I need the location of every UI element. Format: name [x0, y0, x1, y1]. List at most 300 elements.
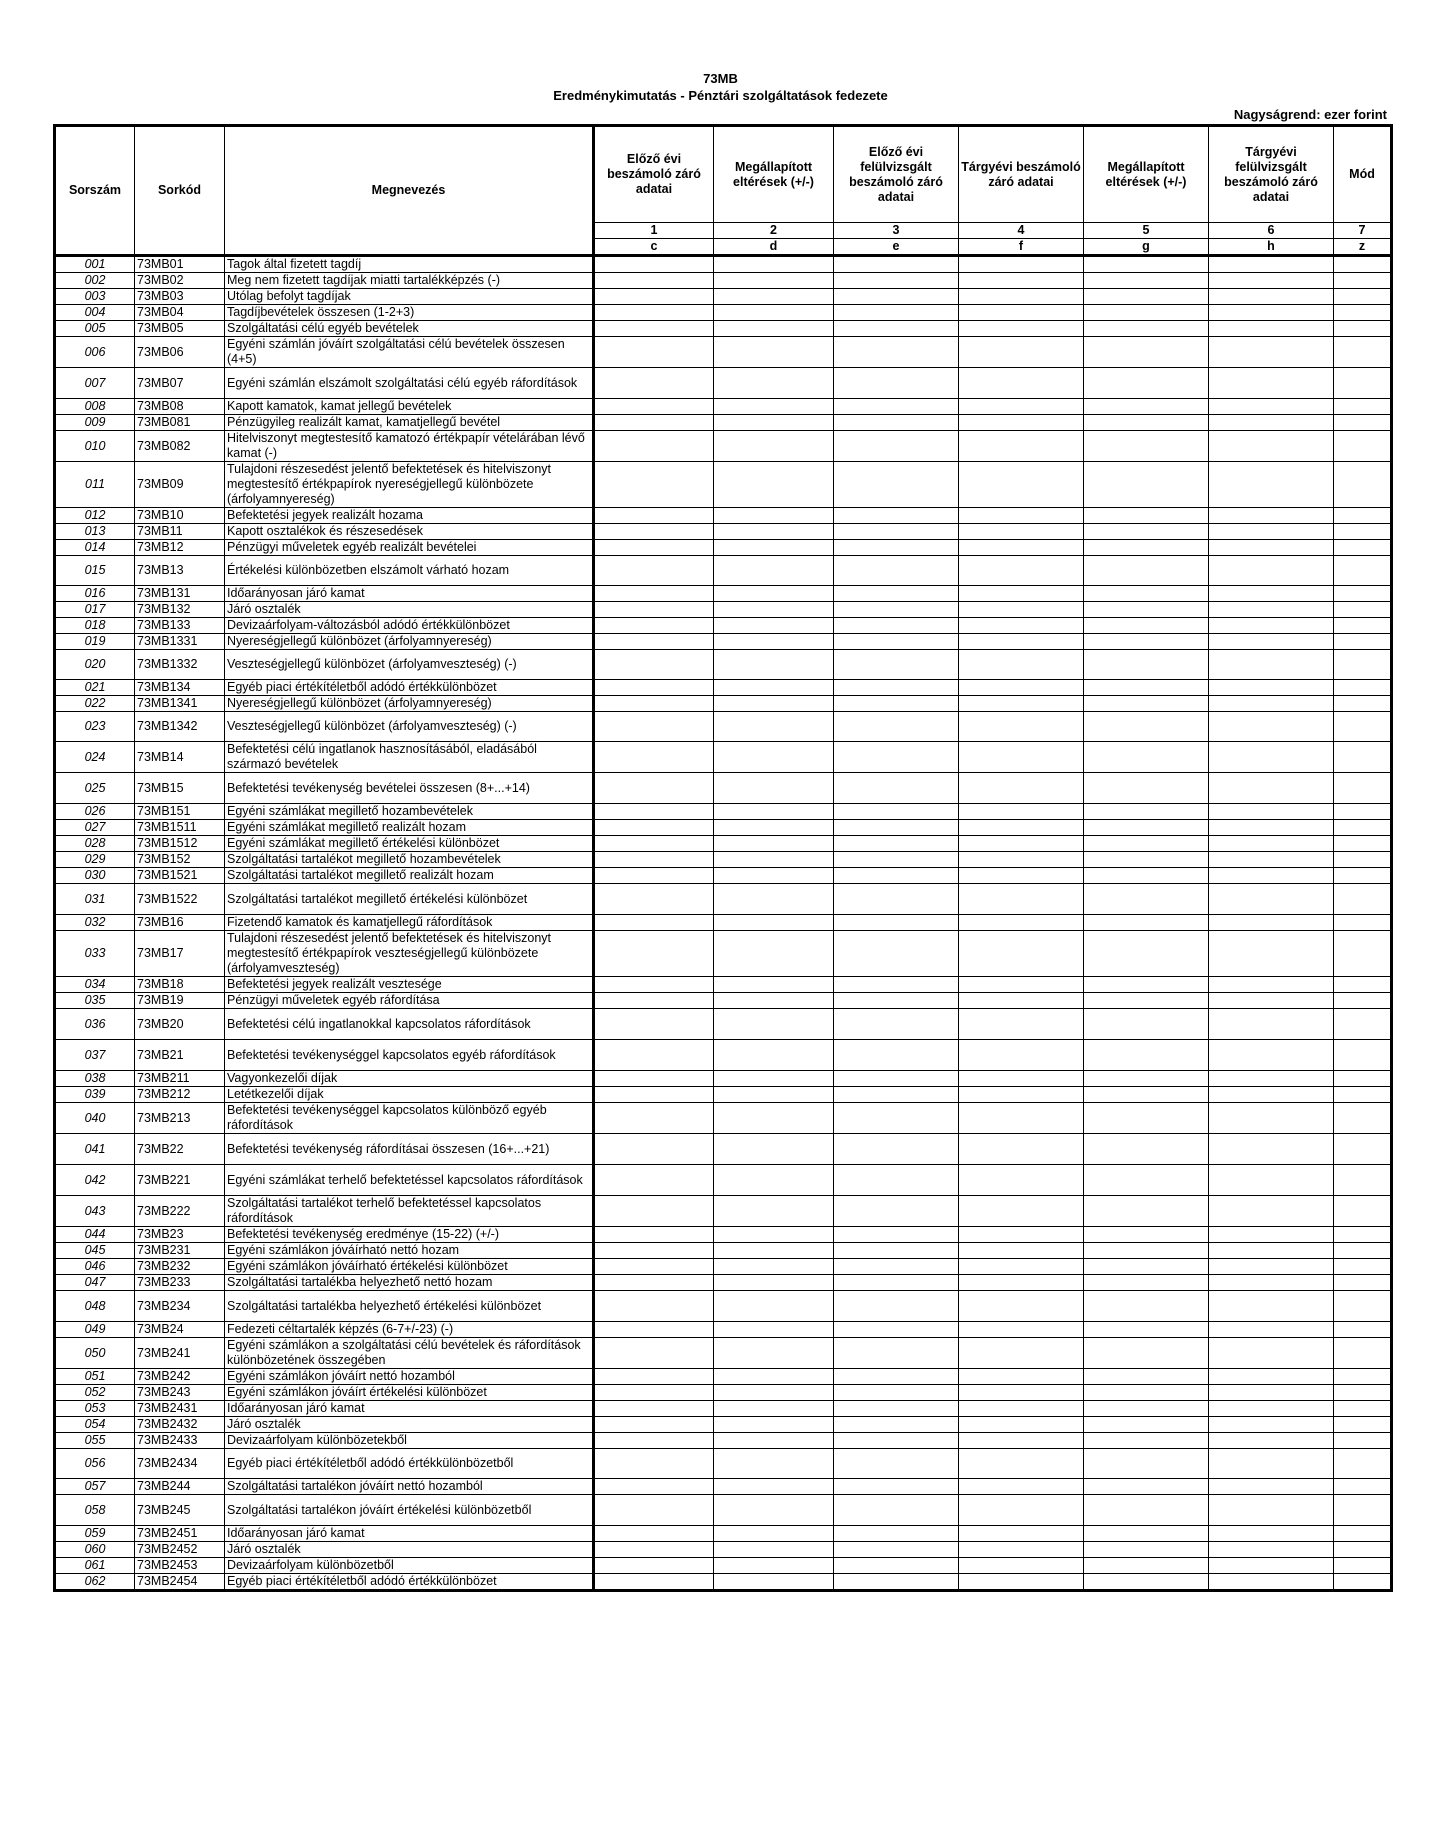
- value-cell[interactable]: [959, 1338, 1084, 1369]
- value-cell[interactable]: [714, 462, 834, 508]
- value-cell[interactable]: [1209, 773, 1334, 804]
- value-cell[interactable]: [714, 1338, 834, 1369]
- value-cell[interactable]: [594, 696, 714, 712]
- value-cell[interactable]: [594, 868, 714, 884]
- value-cell[interactable]: [714, 399, 834, 415]
- value-cell[interactable]: [714, 1417, 834, 1433]
- value-cell[interactable]: [834, 1417, 959, 1433]
- value-cell[interactable]: [714, 915, 834, 931]
- value-cell[interactable]: [594, 618, 714, 634]
- value-cell[interactable]: [594, 1291, 714, 1322]
- value-cell[interactable]: [1334, 1103, 1392, 1134]
- value-cell[interactable]: [959, 1417, 1084, 1433]
- value-cell[interactable]: [1084, 1134, 1209, 1165]
- value-cell[interactable]: [1334, 337, 1392, 368]
- value-cell[interactable]: [714, 1071, 834, 1087]
- value-cell[interactable]: [1209, 1542, 1334, 1558]
- value-cell[interactable]: [1084, 1071, 1209, 1087]
- value-cell[interactable]: [1209, 337, 1334, 368]
- value-cell[interactable]: [594, 1196, 714, 1227]
- value-cell[interactable]: [1209, 273, 1334, 289]
- value-cell[interactable]: [834, 368, 959, 399]
- value-cell[interactable]: [1334, 696, 1392, 712]
- value-cell[interactable]: [834, 1275, 959, 1291]
- value-cell[interactable]: [959, 1526, 1084, 1542]
- value-cell[interactable]: [1334, 289, 1392, 305]
- value-cell[interactable]: [834, 915, 959, 931]
- value-cell[interactable]: [1334, 273, 1392, 289]
- value-cell[interactable]: [1209, 1526, 1334, 1542]
- value-cell[interactable]: [594, 1009, 714, 1040]
- value-cell[interactable]: [1209, 1433, 1334, 1449]
- value-cell[interactable]: [594, 884, 714, 915]
- value-cell[interactable]: [834, 415, 959, 431]
- value-cell[interactable]: [1334, 712, 1392, 742]
- value-cell[interactable]: [1334, 556, 1392, 586]
- value-cell[interactable]: [1209, 852, 1334, 868]
- value-cell[interactable]: [1334, 540, 1392, 556]
- value-cell[interactable]: [714, 852, 834, 868]
- value-cell[interactable]: [1209, 1087, 1334, 1103]
- value-cell[interactable]: [1084, 321, 1209, 337]
- value-cell[interactable]: [594, 650, 714, 680]
- value-cell[interactable]: [1334, 1558, 1392, 1574]
- value-cell[interactable]: [959, 1103, 1084, 1134]
- value-cell[interactable]: [714, 1449, 834, 1479]
- value-cell[interactable]: [1084, 1009, 1209, 1040]
- value-cell[interactable]: [594, 1275, 714, 1291]
- value-cell[interactable]: [834, 1322, 959, 1338]
- value-cell[interactable]: [594, 1417, 714, 1433]
- value-cell[interactable]: [1084, 1291, 1209, 1322]
- value-cell[interactable]: [959, 540, 1084, 556]
- value-cell[interactable]: [959, 305, 1084, 321]
- value-cell[interactable]: [1084, 680, 1209, 696]
- value-cell[interactable]: [1209, 650, 1334, 680]
- value-cell[interactable]: [959, 508, 1084, 524]
- value-cell[interactable]: [959, 650, 1084, 680]
- value-cell[interactable]: [1334, 1338, 1392, 1369]
- value-cell[interactable]: [594, 1479, 714, 1495]
- value-cell[interactable]: [959, 1574, 1084, 1591]
- value-cell[interactable]: [594, 508, 714, 524]
- value-cell[interactable]: [1209, 540, 1334, 556]
- value-cell[interactable]: [1209, 1449, 1334, 1479]
- value-cell[interactable]: [834, 1196, 959, 1227]
- value-cell[interactable]: [594, 1259, 714, 1275]
- value-cell[interactable]: [1084, 508, 1209, 524]
- value-cell[interactable]: [1209, 1401, 1334, 1417]
- value-cell[interactable]: [714, 634, 834, 650]
- value-cell[interactable]: [594, 993, 714, 1009]
- value-cell[interactable]: [1209, 1558, 1334, 1574]
- value-cell[interactable]: [714, 1009, 834, 1040]
- value-cell[interactable]: [834, 462, 959, 508]
- value-cell[interactable]: [1334, 586, 1392, 602]
- value-cell[interactable]: [1209, 321, 1334, 337]
- value-cell[interactable]: [959, 368, 1084, 399]
- value-cell[interactable]: [959, 399, 1084, 415]
- value-cell[interactable]: [1209, 1040, 1334, 1071]
- value-cell[interactable]: [959, 1542, 1084, 1558]
- value-cell[interactable]: [1334, 634, 1392, 650]
- value-cell[interactable]: [714, 1495, 834, 1526]
- value-cell[interactable]: [834, 289, 959, 305]
- value-cell[interactable]: [1209, 618, 1334, 634]
- value-cell[interactable]: [714, 586, 834, 602]
- value-cell[interactable]: [1209, 820, 1334, 836]
- value-cell[interactable]: [714, 1401, 834, 1417]
- value-cell[interactable]: [959, 1196, 1084, 1227]
- value-cell[interactable]: [594, 1433, 714, 1449]
- value-cell[interactable]: [834, 993, 959, 1009]
- value-cell[interactable]: [1209, 556, 1334, 586]
- value-cell[interactable]: [714, 820, 834, 836]
- value-cell[interactable]: [594, 256, 714, 273]
- value-cell[interactable]: [834, 1040, 959, 1071]
- value-cell[interactable]: [1334, 977, 1392, 993]
- value-cell[interactable]: [714, 556, 834, 586]
- value-cell[interactable]: [834, 524, 959, 540]
- value-cell[interactable]: [1084, 556, 1209, 586]
- value-cell[interactable]: [959, 1227, 1084, 1243]
- value-cell[interactable]: [714, 742, 834, 773]
- value-cell[interactable]: [1334, 1087, 1392, 1103]
- value-cell[interactable]: [834, 650, 959, 680]
- value-cell[interactable]: [1084, 868, 1209, 884]
- value-cell[interactable]: [959, 868, 1084, 884]
- value-cell[interactable]: [1084, 634, 1209, 650]
- value-cell[interactable]: [1084, 289, 1209, 305]
- value-cell[interactable]: [714, 931, 834, 977]
- value-cell[interactable]: [834, 508, 959, 524]
- value-cell[interactable]: [1334, 773, 1392, 804]
- value-cell[interactable]: [594, 1542, 714, 1558]
- value-cell[interactable]: [1334, 1275, 1392, 1291]
- value-cell[interactable]: [834, 820, 959, 836]
- value-cell[interactable]: [1209, 915, 1334, 931]
- value-cell[interactable]: [1209, 524, 1334, 540]
- value-cell[interactable]: [1334, 742, 1392, 773]
- value-cell[interactable]: [1084, 1574, 1209, 1591]
- value-cell[interactable]: [1334, 431, 1392, 462]
- value-cell[interactable]: [1209, 368, 1334, 399]
- value-cell[interactable]: [714, 1479, 834, 1495]
- value-cell[interactable]: [1084, 884, 1209, 915]
- value-cell[interactable]: [1209, 696, 1334, 712]
- value-cell[interactable]: [594, 305, 714, 321]
- value-cell[interactable]: [834, 712, 959, 742]
- value-cell[interactable]: [959, 1243, 1084, 1259]
- value-cell[interactable]: [1209, 1322, 1334, 1338]
- value-cell[interactable]: [1084, 1385, 1209, 1401]
- value-cell[interactable]: [1209, 1275, 1334, 1291]
- value-cell[interactable]: [714, 368, 834, 399]
- value-cell[interactable]: [1334, 256, 1392, 273]
- value-cell[interactable]: [1209, 1479, 1334, 1495]
- value-cell[interactable]: [714, 1103, 834, 1134]
- value-cell[interactable]: [959, 1291, 1084, 1322]
- value-cell[interactable]: [594, 1103, 714, 1134]
- value-cell[interactable]: [1084, 305, 1209, 321]
- value-cell[interactable]: [1334, 884, 1392, 915]
- value-cell[interactable]: [959, 431, 1084, 462]
- value-cell[interactable]: [1084, 977, 1209, 993]
- value-cell[interactable]: [959, 1322, 1084, 1338]
- value-cell[interactable]: [1209, 1071, 1334, 1087]
- value-cell[interactable]: [714, 508, 834, 524]
- value-cell[interactable]: [594, 556, 714, 586]
- value-cell[interactable]: [1084, 993, 1209, 1009]
- value-cell[interactable]: [834, 1087, 959, 1103]
- value-cell[interactable]: [834, 1526, 959, 1542]
- value-cell[interactable]: [1209, 1227, 1334, 1243]
- value-cell[interactable]: [714, 305, 834, 321]
- value-cell[interactable]: [1209, 1495, 1334, 1526]
- value-cell[interactable]: [1209, 1103, 1334, 1134]
- value-cell[interactable]: [594, 321, 714, 337]
- value-cell[interactable]: [1209, 508, 1334, 524]
- value-cell[interactable]: [1084, 773, 1209, 804]
- value-cell[interactable]: [959, 804, 1084, 820]
- value-cell[interactable]: [1334, 852, 1392, 868]
- value-cell[interactable]: [1084, 273, 1209, 289]
- value-cell[interactable]: [594, 1322, 714, 1338]
- value-cell[interactable]: [594, 1574, 714, 1591]
- value-cell[interactable]: [594, 1087, 714, 1103]
- value-cell[interactable]: [714, 1291, 834, 1322]
- value-cell[interactable]: [959, 1071, 1084, 1087]
- value-cell[interactable]: [1209, 1369, 1334, 1385]
- value-cell[interactable]: [959, 524, 1084, 540]
- value-cell[interactable]: [834, 931, 959, 977]
- value-cell[interactable]: [594, 540, 714, 556]
- value-cell[interactable]: [959, 836, 1084, 852]
- value-cell[interactable]: [959, 977, 1084, 993]
- value-cell[interactable]: [714, 712, 834, 742]
- value-cell[interactable]: [594, 977, 714, 993]
- value-cell[interactable]: [1334, 1526, 1392, 1542]
- value-cell[interactable]: [1209, 305, 1334, 321]
- value-cell[interactable]: [1084, 915, 1209, 931]
- value-cell[interactable]: [1084, 1495, 1209, 1526]
- value-cell[interactable]: [1334, 1385, 1392, 1401]
- value-cell[interactable]: [1209, 431, 1334, 462]
- value-cell[interactable]: [594, 602, 714, 618]
- value-cell[interactable]: [594, 462, 714, 508]
- value-cell[interactable]: [594, 524, 714, 540]
- value-cell[interactable]: [834, 1165, 959, 1196]
- value-cell[interactable]: [594, 415, 714, 431]
- value-cell[interactable]: [1334, 462, 1392, 508]
- value-cell[interactable]: [959, 634, 1084, 650]
- value-cell[interactable]: [1084, 820, 1209, 836]
- value-cell[interactable]: [959, 696, 1084, 712]
- value-cell[interactable]: [1209, 804, 1334, 820]
- value-cell[interactable]: [834, 337, 959, 368]
- value-cell[interactable]: [834, 321, 959, 337]
- value-cell[interactable]: [1334, 680, 1392, 696]
- value-cell[interactable]: [834, 273, 959, 289]
- value-cell[interactable]: [1084, 1087, 1209, 1103]
- value-cell[interactable]: [959, 1040, 1084, 1071]
- value-cell[interactable]: [714, 618, 834, 634]
- value-cell[interactable]: [834, 602, 959, 618]
- value-cell[interactable]: [594, 1134, 714, 1165]
- value-cell[interactable]: [1334, 321, 1392, 337]
- value-cell[interactable]: [834, 1574, 959, 1591]
- value-cell[interactable]: [959, 1433, 1084, 1449]
- value-cell[interactable]: [1334, 1449, 1392, 1479]
- value-cell[interactable]: [834, 1449, 959, 1479]
- value-cell[interactable]: [594, 273, 714, 289]
- value-cell[interactable]: [1209, 931, 1334, 977]
- value-cell[interactable]: [1084, 1401, 1209, 1417]
- value-cell[interactable]: [1334, 415, 1392, 431]
- value-cell[interactable]: [594, 1243, 714, 1259]
- value-cell[interactable]: [1084, 618, 1209, 634]
- value-cell[interactable]: [1084, 602, 1209, 618]
- value-cell[interactable]: [834, 868, 959, 884]
- value-cell[interactable]: [594, 1071, 714, 1087]
- value-cell[interactable]: [714, 289, 834, 305]
- value-cell[interactable]: [834, 1134, 959, 1165]
- value-cell[interactable]: [1334, 1243, 1392, 1259]
- value-cell[interactable]: [959, 931, 1084, 977]
- value-cell[interactable]: [714, 868, 834, 884]
- value-cell[interactable]: [594, 1385, 714, 1401]
- value-cell[interactable]: [834, 1009, 959, 1040]
- value-cell[interactable]: [834, 852, 959, 868]
- value-cell[interactable]: [1334, 1227, 1392, 1243]
- value-cell[interactable]: [714, 680, 834, 696]
- value-cell[interactable]: [1084, 1259, 1209, 1275]
- value-cell[interactable]: [959, 993, 1084, 1009]
- value-cell[interactable]: [834, 431, 959, 462]
- value-cell[interactable]: [1334, 1259, 1392, 1275]
- value-cell[interactable]: [1209, 1259, 1334, 1275]
- value-cell[interactable]: [834, 1227, 959, 1243]
- value-cell[interactable]: [1209, 680, 1334, 696]
- value-cell[interactable]: [1209, 634, 1334, 650]
- value-cell[interactable]: [1209, 1338, 1334, 1369]
- value-cell[interactable]: [714, 1385, 834, 1401]
- value-cell[interactable]: [834, 1385, 959, 1401]
- value-cell[interactable]: [1334, 804, 1392, 820]
- value-cell[interactable]: [1084, 1196, 1209, 1227]
- value-cell[interactable]: [1209, 602, 1334, 618]
- value-cell[interactable]: [1084, 1322, 1209, 1338]
- value-cell[interactable]: [1209, 884, 1334, 915]
- value-cell[interactable]: [714, 650, 834, 680]
- value-cell[interactable]: [959, 1495, 1084, 1526]
- value-cell[interactable]: [714, 1227, 834, 1243]
- value-cell[interactable]: [1209, 977, 1334, 993]
- value-cell[interactable]: [1334, 1291, 1392, 1322]
- value-cell[interactable]: [594, 368, 714, 399]
- value-cell[interactable]: [594, 1526, 714, 1542]
- value-cell[interactable]: [1209, 1134, 1334, 1165]
- value-cell[interactable]: [834, 1243, 959, 1259]
- value-cell[interactable]: [594, 399, 714, 415]
- value-cell[interactable]: [1334, 305, 1392, 321]
- value-cell[interactable]: [1209, 1196, 1334, 1227]
- value-cell[interactable]: [959, 1369, 1084, 1385]
- value-cell[interactable]: [714, 993, 834, 1009]
- value-cell[interactable]: [959, 273, 1084, 289]
- value-cell[interactable]: [714, 1134, 834, 1165]
- value-cell[interactable]: [959, 1479, 1084, 1495]
- value-cell[interactable]: [1084, 399, 1209, 415]
- value-cell[interactable]: [1334, 618, 1392, 634]
- value-cell[interactable]: [594, 773, 714, 804]
- value-cell[interactable]: [1209, 993, 1334, 1009]
- value-cell[interactable]: [1209, 1417, 1334, 1433]
- value-cell[interactable]: [1334, 650, 1392, 680]
- value-cell[interactable]: [1334, 1401, 1392, 1417]
- value-cell[interactable]: [1334, 836, 1392, 852]
- value-cell[interactable]: [959, 1275, 1084, 1291]
- value-cell[interactable]: [834, 1369, 959, 1385]
- value-cell[interactable]: [1334, 368, 1392, 399]
- value-cell[interactable]: [714, 1526, 834, 1542]
- value-cell[interactable]: [714, 1433, 834, 1449]
- value-cell[interactable]: [594, 1338, 714, 1369]
- value-cell[interactable]: [1209, 462, 1334, 508]
- value-cell[interactable]: [1334, 1134, 1392, 1165]
- value-cell[interactable]: [834, 1558, 959, 1574]
- value-cell[interactable]: [714, 804, 834, 820]
- value-cell[interactable]: [834, 884, 959, 915]
- value-cell[interactable]: [594, 1558, 714, 1574]
- value-cell[interactable]: [594, 931, 714, 977]
- value-cell[interactable]: [959, 915, 1084, 931]
- value-cell[interactable]: [834, 1071, 959, 1087]
- value-cell[interactable]: [1334, 1040, 1392, 1071]
- value-cell[interactable]: [1084, 712, 1209, 742]
- value-cell[interactable]: [834, 1542, 959, 1558]
- value-cell[interactable]: [1334, 820, 1392, 836]
- value-cell[interactable]: [714, 415, 834, 431]
- value-cell[interactable]: [594, 1227, 714, 1243]
- value-cell[interactable]: [594, 820, 714, 836]
- value-cell[interactable]: [1334, 1495, 1392, 1526]
- value-cell[interactable]: [834, 696, 959, 712]
- value-cell[interactable]: [594, 804, 714, 820]
- value-cell[interactable]: [959, 1449, 1084, 1479]
- value-cell[interactable]: [1209, 712, 1334, 742]
- value-cell[interactable]: [714, 321, 834, 337]
- value-cell[interactable]: [1334, 1417, 1392, 1433]
- value-cell[interactable]: [594, 680, 714, 696]
- value-cell[interactable]: [959, 556, 1084, 586]
- value-cell[interactable]: [834, 634, 959, 650]
- value-cell[interactable]: [1209, 1574, 1334, 1591]
- value-cell[interactable]: [959, 586, 1084, 602]
- value-cell[interactable]: [1084, 1040, 1209, 1071]
- value-cell[interactable]: [1334, 1542, 1392, 1558]
- value-cell[interactable]: [959, 1385, 1084, 1401]
- value-cell[interactable]: [1084, 1369, 1209, 1385]
- value-cell[interactable]: [714, 773, 834, 804]
- value-cell[interactable]: [1084, 1165, 1209, 1196]
- value-cell[interactable]: [959, 680, 1084, 696]
- value-cell[interactable]: [594, 1449, 714, 1479]
- value-cell[interactable]: [1084, 1479, 1209, 1495]
- value-cell[interactable]: [714, 540, 834, 556]
- value-cell[interactable]: [834, 540, 959, 556]
- value-cell[interactable]: [594, 915, 714, 931]
